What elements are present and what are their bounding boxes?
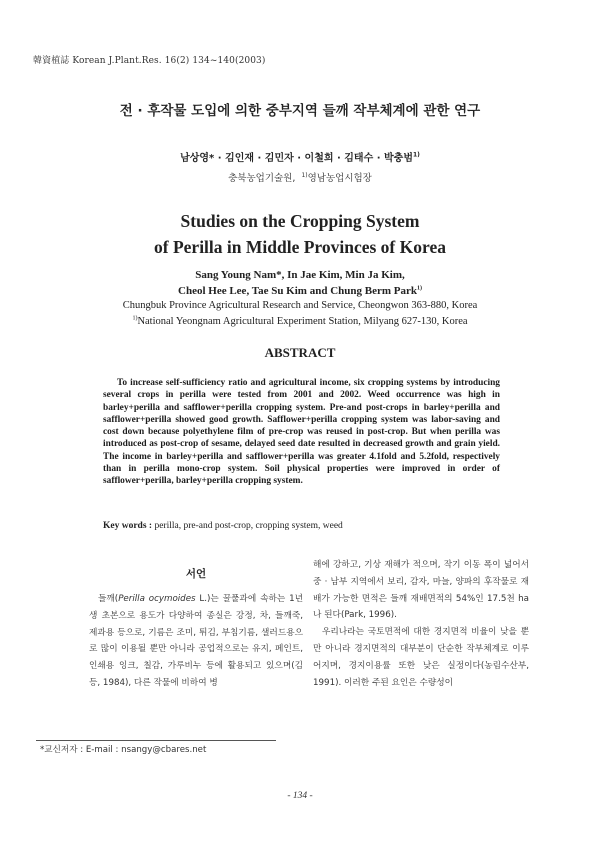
- korean-affiliation: [0, 170, 600, 184]
- abstract-text: To increase self-sufficiency ratio and agricultural income, six cropping systems by introducing several crops in perilla were tested from 2001 and 2002. Weed occurrence was high in barley+perilla and safflower+perilla cropping system. Pre-and post-crops in barley+perilla and safflower+perilla showed good growth. Safflower+perilla cropping system was labor-saving and cost down because polyethylene film of pre-crop was reused in post-crop. But when perilla was introduced as post-crop of sesame, delayed seed date resulted in decreased growth and grain yield. The income in barley+perilla and safflower+perilla was greater 4.1fold and 5.2fold, respectively than in perilla mono-crop system. Soil physical properties were improved in order of safflower+perilla, barley+perilla cropping system.: [103, 378, 500, 487]
- introduction-left-column: [89, 591, 303, 692]
- english-authors-line2-wrap: [0, 284, 600, 300]
- journal-citation: 韓資植誌 Korean J.Plant.Res. 16(2) 134~140(2003): [33, 56, 266, 66]
- english-affiliation: [0, 298, 600, 329]
- english-title: [0, 208, 600, 260]
- english-authors-line1: Sang Young Nam*, In Jae Kim, Min Ja Kim,: [195, 269, 405, 281]
- korean-author-names: 남상영* · 김인재 · 김민자 · 이철희 · 김태수 · 박충범: [180, 153, 413, 164]
- intro-right-paragraph-2: 우리나라는 국토면적에 대한 경지면적 비율이 낮을 뿐만 아니라 경지면적의 대부분이 단순한 작부체계로 이루어지며, 경지이용률 또한 낮은 실정이다(농림수산부, 1991). 이러한 주된 요인은 수량성이: [313, 627, 529, 688]
- english-authors: [0, 268, 600, 299]
- english-affiliation-mark: 1): [132, 315, 138, 321]
- keywords-text: perilla, pre-and post-crop, cropping system, weed: [152, 521, 343, 531]
- intro-species-name: Perilla ocymoides: [118, 594, 196, 604]
- abstract-heading: ABSTRACT: [264, 345, 336, 360]
- footnote-divider: [36, 740, 276, 741]
- introduction-right-column: [313, 557, 529, 691]
- intro-left-post: L.)는 꿀풀과에 속하는 1년생 초본으로 용도가 다양하여 종실은 강정, 차, 들깨죽, 제과용 등으로, 기름은 조미, 튀김, 부침기름, 샐러드용으로 많이 이용될 뿐만 아니라 공업적으로는 유지, 페인트, 인쇄용 잉크, 칠감, 가루비누 등에 활용되고 있으며(김 등, 1984), 다른 작물에 비하여 병: [89, 594, 304, 688]
- corresponding-author-footnote: *교신저자 : E-mail : nsangy@cbares.net: [40, 745, 207, 755]
- english-author-mark: 1): [416, 284, 422, 291]
- korean-affiliation-mark: 1): [301, 171, 308, 179]
- english-authors-line2: Cheol Hee Lee, Tae Su Kim and Chung Berm Park: [178, 284, 417, 297]
- page-number: - 134 -: [287, 791, 313, 801]
- introduction-heading: 서언: [185, 568, 207, 580]
- keywords-label: Key words :: [103, 521, 153, 531]
- intro-right-paragraph-1: 해에 강하고, 기상 재해가 적으며, 작기 이동 폭이 넓어서 중 · 남부 지역에서 보리, 감자, 마늘, 양파의 후작물로 재배가 가능한 면적은 들깨 재배면적의 54%인 17.5천 ha나 된다(Park, 1996).: [313, 560, 529, 621]
- english-title-line1: Studies on the Cropping System: [180, 211, 420, 231]
- english-affiliation-line1: Chungbuk Province Agricultural Research and Service, Cheongwon 363-880, Korea: [122, 300, 478, 311]
- korean-authors: [0, 149, 600, 164]
- korean-title: 전 · 후작물 도입에 의한 중부지역 들깨 작부체계에 관한 연구: [119, 103, 481, 119]
- korean-author-mark: 1): [413, 151, 420, 159]
- english-affiliation-line2-wrap: [0, 314, 600, 330]
- english-title-line2: of Perilla in Middle Provinces of Korea: [154, 237, 446, 257]
- keywords: [103, 521, 523, 531]
- korean-affiliation-main: 충북농업기술원,: [228, 173, 296, 184]
- korean-affiliation-second: 영남농업시험장: [307, 173, 372, 184]
- intro-left-pre: 들깨(: [98, 594, 119, 604]
- english-affiliation-line2: National Yeongnam Agricultural Experiment Station, Milyang 627-130, Korea: [137, 315, 468, 327]
